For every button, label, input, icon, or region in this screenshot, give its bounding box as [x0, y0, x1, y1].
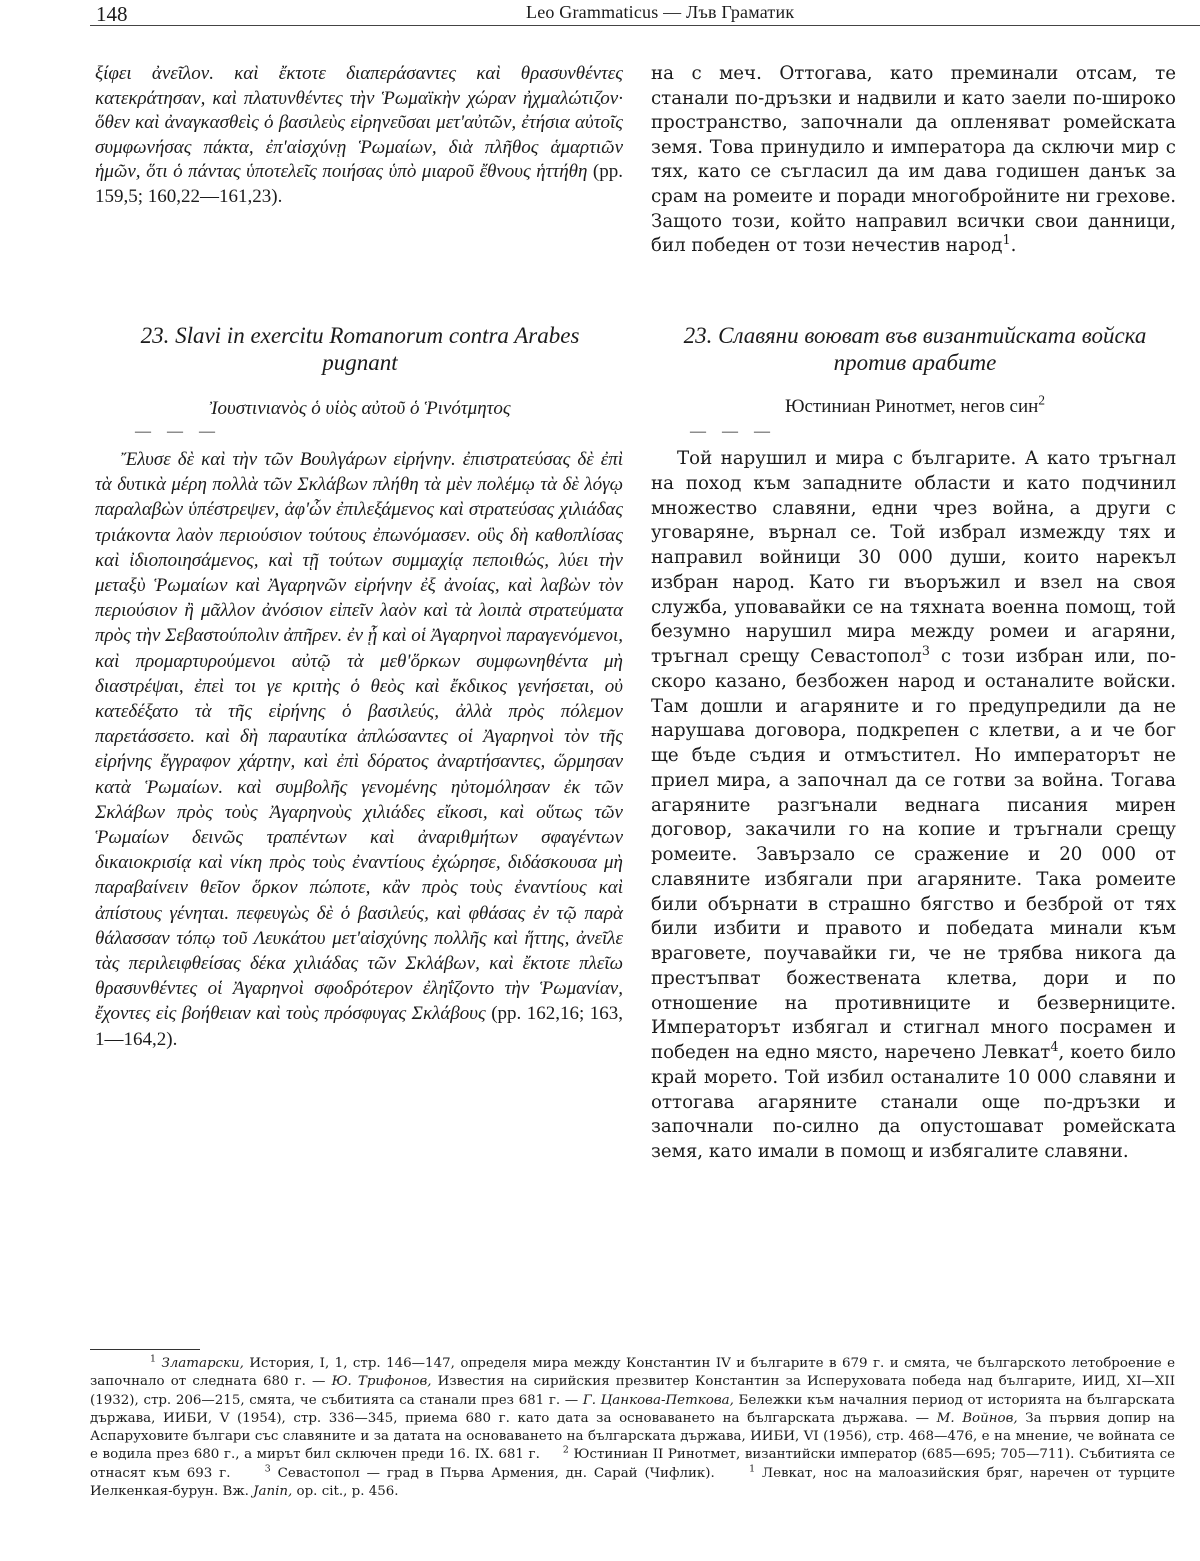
footnote-block: $^1$ Златарски, История, I, 1, стр. 146—147, определя мира между Константин IV и българите в 679 г. и смята, че българското летоброение е започнало от следната 680 г. — Ю. Трифонов, Известия на сирийския презвитер Константин за Исперуховата победа над българите, ИИД, XI—XII (1932), стр. 206—215, смята, че събитията са станали през 681 г. — Г. Цанкова-Петкова, Бележки към началния период от историята на българската държава, ИИБИ, V (1954), стр. 336—345, приема 680 г. като дата за основаването на българската държава. — М. Войнов, За първия допир на Аспаруховите българи със славяните и за датата на основаването на българската държава, ИИБИ, VI (1956), стр. 468—476, е на мнение, че войната се е водила през 680 г., а мирът бил сключен преди 16. IX. 681 г. $^2$ Юстиниан II Ринотмет, византийски император (685—695; 705—711). Събитията се отнасят към 693 г. $^3$ Севастопол — град в Първа Армения, дн. Сарай (Чифлик). $^1$ Левкат, нос на малоазийския бряг, наречен от турците Иелкенкая-бурун. Вж. Janin, op. cit., p. 456. — [90, 1353, 1176, 1500]
running-title: Leo Grammaticus — Лъв Граматик — [526, 2, 795, 22]
bulgarian-text-top — [651, 62, 1176, 292]
greek-text-top — [95, 62, 623, 272]
header-rule — [90, 25, 1200, 26]
bulgarian-paragraph-main: Той нарушил и мира с българите. А като тръгнал на поход към западните области и като подчинил множество славяни, едни чрез война, а други с уговаряне, върнал се. Той избрал измежду тях и направил войници 30 000 души, които нарекъл избран народ. Като ги въоръжил и взел на своя служба, уповавайки се на тяхната военна помощ, той безумно нарушил мира между ромеи и агаряни, тръгнал срещу Севастопол$^3$ с този избран или, по-скоро казано, безбожен народ и останалите войски. Там дошли и агаряните и го предупредили да не нарушава договора, подкрепен с клетви, а и че бог ще бъде съдия и отмъстител. Но императорът не приел мира, а започнал да се готви за война. Тогава агаряните разгънали веднага писания мирен договор, закачили го на копие и тръгнали срещу ромеите. Завързало се сражение и 20 000 от славяните избягали при агаряните. Така ромеите били обърнати в страшно бягство и безброй от тях били избити и правото и победата минали към враговете, поучавайки ги, че не трябва никога да престъпват божествената клетва, дори и по отношение на противниците и безверниците. Императорът избягал и стигнал много посрамен и победен на едно място, наречено Левкат$^4$, което било край морето. Той избил останалите 10 000 славяни и оттогава агаряните станали още по-дръзки и започнали по-силно да опустошават ромейската земя, като имали в помощ и избягалите славяни. — [651, 448, 1176, 1162]
bulgarian-text-main — [651, 447, 1176, 1165]
greek-text-main — [95, 447, 623, 1052]
bulgarian-paragraph-top: на с меч. Оттогава, като преминали отсам, те станали по-дръзки и надвили и като заели по-широко пространство, започнали да опленяват ромейската земя. Това принудило и императора да сключи мир с тях, като се съгласил да им дава годишен данък за срам на ромеите и поради многобройните ни грехове. Защото този, който направил всички свои данници, бил победен от този нечестив народ$^1$. — [651, 63, 1176, 257]
greek-dashes: — — — — [135, 423, 221, 440]
bulgarian-dashes: — — — — [690, 423, 776, 440]
greek-paragraph-top: ξίφει ἀνεῖλον. καὶ ἔκτοτε διαπεράσαντες καὶ θρασυνθέντες κατεκράτησαν, καὶ πλατυνθέντες τὴν Ῥωμαϊκὴν χώραν ἠχμαλώτιζον· ὅθεν καὶ ἀναγκασθεὶς ὁ βασιλεὺς εἰρηνεῦσαι μετ'αὐτῶν, ἐτήσια αὐτοῖς συμφωνήσας πάκτα, ἐπ'αἰσχύνῃ Ῥωμαίων, διὰ πλῆθος ἁμαρτιῶν ἡμῶν, ὅτι ὁ πάντας ὑποτελεῖς ποιήσας ὑπὸ μιαροῦ ἔθνους ἡττήθη (pp. 159,5; 160,22—161,23). — [95, 63, 623, 207]
greek-ref-main: (pp. 162,16; 163, 1—164,2). — [95, 1003, 624, 1050]
greek-subtitle: Ἰουστινιανὸς ὁ υἱὸς αὐτοῦ ὁ Ῥινότμητος — [209, 398, 511, 419]
greek-ref-top: (pp. 159,5; 160,22—161,23). — [95, 161, 623, 207]
bulgarian-section-title: 23. Славяни воюват във византийската войска против арабите — [683, 323, 1147, 375]
footnotes — [90, 1355, 1175, 1501]
footnote-ref-4: 4 — [1050, 1039, 1059, 1055]
footnote-rule — [90, 1349, 200, 1350]
footnote-ref-1: 1 — [1002, 233, 1011, 249]
footnote-ref-2: 2 — [1038, 392, 1045, 408]
footnote-ref-3: 3 — [921, 643, 930, 659]
bulgarian-subtitle: Юстиниан Ринотмет, негов син$^2$ — [785, 392, 1045, 417]
page-number: 148 — [96, 2, 128, 26]
greek-paragraph-main: Ἔλυσε δὲ καὶ τὴν τῶν Βουλγάρων εἰρήνην. ἐπιστρατεύσας δὲ ἐπὶ τὰ δυτικὰ μέρη πολλὰ τῶν Σκλάβων πλήθη τὰ μὲν πολέμῳ τὰ δὲ λόγῳ παραλαβὼν ὑπέστρεψεν, ἀφ'ὧν ἐπιλεξάμενος καὶ στρατεύσας χιλιάδας τριάκοντα λαὸν περιούσιον τούτους ἐπωνόμασεν. οὓς δὴ καθοπλίσας καὶ ἰδιοποιησάμενος, καὶ τῇ τούτων συμμαχίᾳ πεποιθώς, λύει τὴν μεταξὺ Ῥωμαίων καὶ Ἀγαρηνῶν εἰρήνην ἐξ ἀνοίας, καὶ λαβὼν τὸν περιούσιον ἢ μᾶλλον ἀνόσιον εἰπεῖν λαὸν καὶ τὰ λοιπὰ στρατεύματα πρὸς τὴν Σεβαστούπολιν ἀπῆρεν. ἐν ᾗ καὶ οἱ Ἀγαρηνοὶ παραγενόμενοι, καὶ προμαρτυρούμενοι αὐτῷ τὰ μεθ'ὅρκων συμφωνηθέντα μὴ διαστρέψαι, ἐπεὶ τοι γε κριτὴς ὁ θεὸς καὶ ἔκδικος γενήσεται, οὐ κατεδέξατο τὰ τῆς εἰρήνης ὁ βασιλεύς, ἀλλὰ πρὸς πόλεμον παρετάσσετο. καὶ δὴ παραυτίκα ἀπλώσαντες οἱ Ἀγαρηνοὶ τὸν τῆς εἰρήνης ἔγγραφον χάρτην, καὶ ἐπὶ δόρατος ἀναρτήσαντες, ὥρμησαν κατὰ Ῥωμαίων. καὶ συμβολῆς γενομένης ηὐτομόλησαν ἐκ τῶν Σκλάβων πρὸς τοὺς Ἀγαρηνοὺς χιλιάδες εἴκοσι, καὶ οὕτως τῶν Ῥωμαίων δεινῶς τραπέντων καὶ ἀναριθμήτων σφαγέντων δικαιοκρισίᾳ καὶ νίκη πρὸς τοὺς ἐναντίους ἐχώρησε, διδάσκουσα μὴ παραβαίνειν θεῖον ὅρκον πώποτε, κἂν πρὸς τοὺς ἐναντίους καὶ ἀπίστους γένηται. πεφευγὼς δὲ ὁ βασιλεύς, καὶ φθάσας ἐν τῷ παρὰ θάλασσαν τόπῳ τοῦ Λευκάτου μετ'αἰσχύνης πολλῆς καὶ ἥττης, ἀνεῖλε τὰς περιλειφθείσας δέκα χιλιάδας τῶν Σκλάβων, καὶ ἔκτοτε πλεῖω θρασυνθέντες οἱ Ἀγαρηνοὶ σφοδρότερον ἐληΐζοντο τὴν Ῥωμανίαν, ἔχοντες εἰς βοήθειαν καὶ τοὺς πρόσφυγας Σκλάβους (pp. 162,16; 163, 1—164,2). — [95, 449, 624, 1050]
page-header — [58, 2, 1170, 24]
latin-section-title: 23. Slavi in exercitu Romanorum contra Arabes pugnant — [140, 323, 580, 375]
